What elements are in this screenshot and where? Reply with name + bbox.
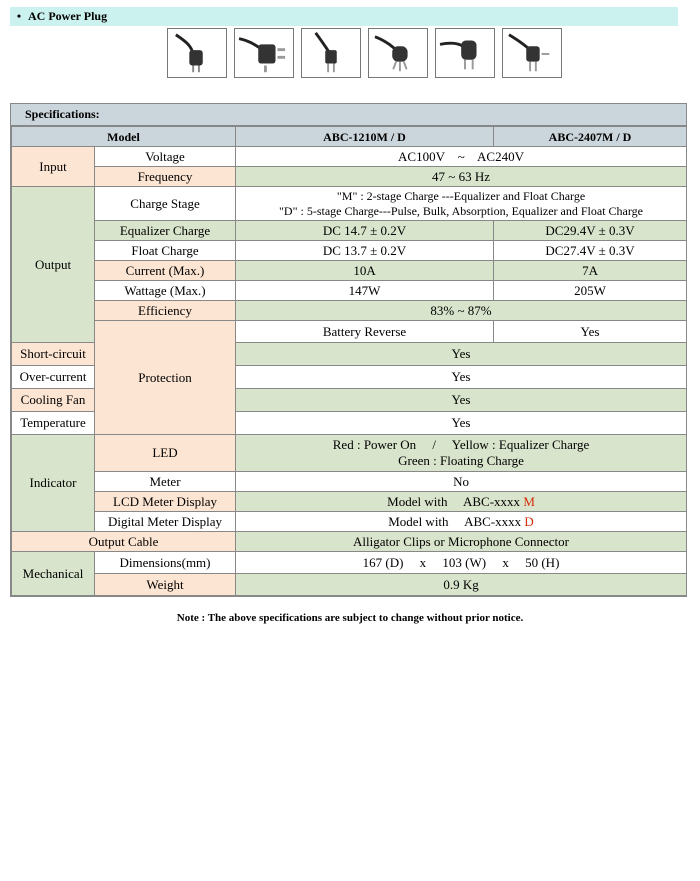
voltage-value: AC100V ~ AC240V — [236, 147, 687, 167]
battery-reverse-value: Yes — [494, 321, 687, 343]
dimensions-label: Dimensions(mm) — [95, 552, 236, 574]
lcd-meter-label: LCD Meter Display — [95, 492, 236, 512]
short-circuit-label: Short-circuit — [12, 343, 95, 366]
voltage-label: Voltage — [95, 147, 236, 167]
current-value-2: 7A — [494, 261, 687, 281]
plug-image-europe — [167, 28, 227, 78]
lcd-meter-value — [236, 492, 687, 512]
lcd-meter-suffix: M — [523, 493, 535, 509]
plug-images — [167, 28, 577, 80]
digital-meter-value — [236, 512, 687, 532]
frequency-value: 47 ~ 63 Hz — [236, 167, 687, 187]
plug-image-australia — [368, 28, 428, 78]
charge-stage-line-m: "M" : 2-stage Charge ---Equalizer and Float Charge — [336, 188, 586, 203]
float-label: Float Charge — [95, 241, 236, 261]
short-circuit-value: Yes — [236, 343, 687, 366]
output-cable-label: Output Cable — [12, 532, 236, 552]
over-current-value: Yes — [236, 366, 687, 389]
charge-stage-line-d: "D" : 5-stage Charge---Pulse, Bulk, Absorption, Equalizer and Float Charge — [279, 203, 643, 218]
input-category: Input — [12, 147, 95, 187]
cooling-fan-label: Cooling Fan — [12, 389, 95, 412]
efficiency-value: 83% ~ 87% — [236, 301, 687, 321]
output-cable-value: Alligator Clips or Microphone Connector — [236, 532, 687, 552]
digital-meter-prefix: Model with ABC-xxxx — [388, 513, 525, 529]
float-value-2: DC27.4V ± 0.3V — [494, 241, 687, 261]
led-line-1: Red : Power On / Yellow : Equalizer Charge — [332, 437, 590, 452]
model-col1-header: ABC-1210M / D — [236, 127, 494, 147]
plug-image-japan — [502, 28, 562, 78]
weight-value: 0.9 Kg — [236, 574, 687, 596]
wattage-label: Wattage (Max.) — [95, 281, 236, 301]
plug-image-china — [435, 28, 495, 78]
led-label: LED — [95, 435, 236, 472]
battery-reverse-label: Battery Reverse — [236, 321, 494, 343]
wattage-value-1: 147W — [236, 281, 494, 301]
plug-image-usa — [301, 28, 361, 78]
plug-image-uk — [234, 28, 294, 78]
section-title: AC Power Plug — [28, 9, 108, 23]
cooling-fan-value: Yes — [236, 389, 687, 412]
specifications-note: Note : The above specifications are subject to change without prior notice. — [176, 612, 524, 624]
digital-meter-label: Digital Meter Display — [95, 512, 236, 532]
ac-power-plug-header — [10, 7, 678, 26]
equalizer-value-2: DC29.4V ± 0.3V — [494, 221, 687, 241]
lcd-meter-prefix: Model with ABC-xxxx — [387, 493, 524, 509]
current-value-1: 10A — [236, 261, 494, 281]
specifications-title: Specifications: — [11, 104, 686, 126]
frequency-label: Frequency — [95, 167, 236, 187]
over-current-label: Over-current — [12, 366, 95, 389]
equalizer-label: Equalizer Charge — [95, 221, 236, 241]
model-header: Model — [12, 127, 236, 147]
wattage-value-2: 205W — [494, 281, 687, 301]
led-line-2: Green : Floating Charge — [398, 453, 524, 468]
output-category: Output — [12, 187, 95, 343]
temperature-value: Yes — [236, 412, 687, 435]
dimensions-value: 167 (D) x 103 (W) x 50 (H) — [236, 552, 687, 574]
meter-label: Meter — [95, 472, 236, 492]
mechanical-category: Mechanical — [12, 552, 95, 596]
equalizer-value-1: DC 14.7 ± 0.2V — [236, 221, 494, 241]
current-label: Current (Max.) — [95, 261, 236, 281]
indicator-category: Indicator — [12, 435, 95, 532]
charge-stage-value — [236, 187, 687, 221]
model-col2-header: ABC-2407M / D — [494, 127, 687, 147]
meter-value: No — [236, 472, 687, 492]
bullet: • — [16, 9, 22, 23]
float-value-1: DC 13.7 ± 0.2V — [236, 241, 494, 261]
specifications-table — [10, 103, 687, 597]
led-value — [236, 435, 687, 472]
charge-stage-label: Charge Stage — [95, 187, 236, 221]
weight-label: Weight — [95, 574, 236, 596]
protection-category: Protection — [95, 321, 236, 435]
digital-meter-suffix: D — [524, 513, 534, 529]
efficiency-label: Efficiency — [95, 301, 236, 321]
temperature-label: Temperature — [12, 412, 95, 435]
